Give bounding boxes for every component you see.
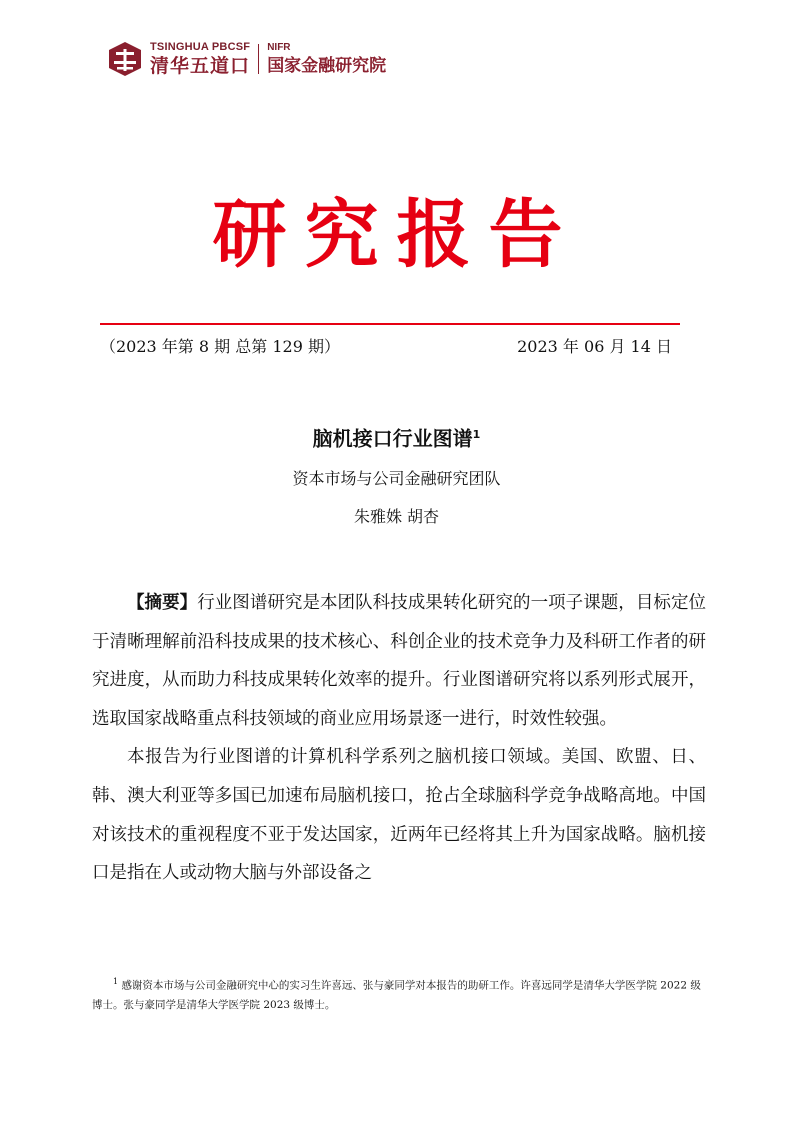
footnote-number: 1: [113, 977, 119, 986]
nifr-english-name: NIFR: [267, 41, 291, 53]
document-title-text: 脑机接口行业图谱: [312, 426, 473, 451]
abstract-paragraph-1: [92, 584, 706, 738]
abstract-body: [92, 584, 706, 893]
pbcsf-emblem-icon: [108, 41, 142, 77]
red-divider: [100, 323, 680, 325]
tsinghua-pbcsf-logo: [108, 38, 386, 80]
document-title: [0, 420, 793, 454]
footnote-text: 感谢资本市场与公司金融研究中心的实习生许喜远、张与豪同学对本报告的助研工作。许喜远同学是清华大学医学院 2022 级博士。张与豪同学是清华大学医学院 2023 级博士。: [92, 979, 701, 1011]
research-team: 资本市场与公司金融研究团队: [292, 469, 501, 488]
logo-divider: [258, 44, 259, 74]
nifr-chinese-name: 国家金融研究院: [267, 55, 387, 76]
logo-english-name: TSINGHUA PBCSF: [150, 40, 251, 53]
abstract-label: 【摘要】: [127, 593, 198, 613]
authors: 朱雅姝 胡杏: [353, 507, 440, 526]
abstract-paragraph-2: 本报告为行业图谱的计算机科学系列之脑机接口领域。美国、欧盟、日、韩、澳大利亚等多国已加速布局脑机接口，抢占全球脑科学竞争战略高地。中国对该技术的重视程度不亚于发达国家，近两年已经将其上升为国家战略。脑机接口是指在人或动物大脑与外部设备之: [92, 747, 706, 884]
publication-date: 2023 年 06 月 14 日: [517, 337, 672, 356]
footnote: [92, 972, 702, 1015]
footnote-marker: 1: [472, 428, 481, 441]
report-type-heading: 研究报告: [212, 192, 581, 278]
footnote-separator: [92, 958, 308, 959]
abstract-text-1: 行业图谱研究是本团队科技成果转化研究的一项子课题，目标定位于清晰理解前沿科技成果的技术核心、科创企业的技术竞争力及科研工作者的研究进度，从而助力科技成果转化效率的提升。行业图谱研究将以系列形式展开，选取国家战略重点科技领域的商业应用场景逐一进行，时效性较强。: [92, 593, 706, 729]
logo-chinese-name: 清华五道口: [150, 54, 251, 77]
issue-number: （2023 年第 8 期 总第 129 期）: [100, 337, 340, 356]
